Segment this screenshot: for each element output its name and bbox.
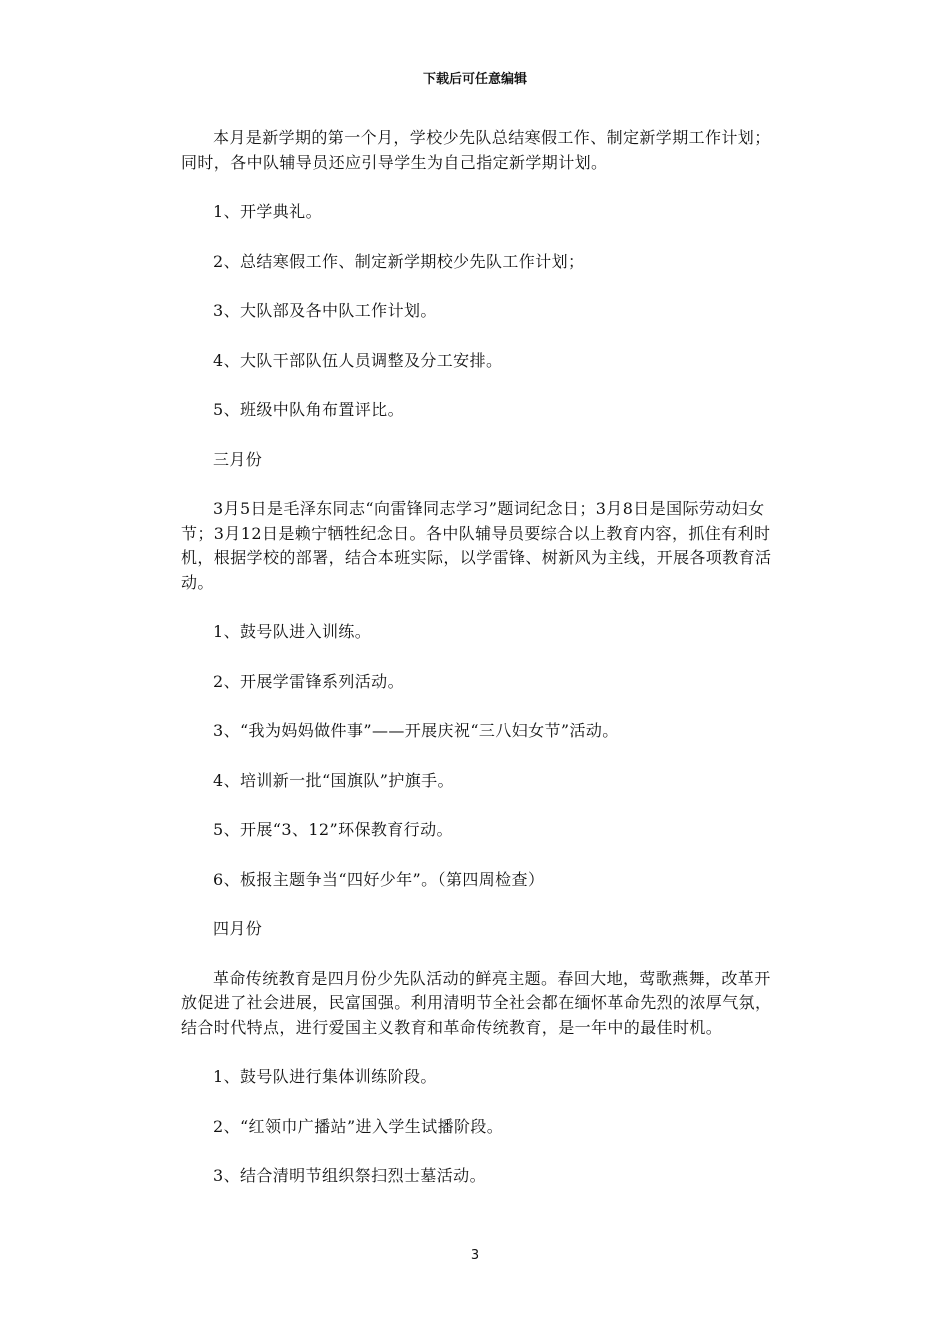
list-item: 4、大队干部队伍人员调整及分工安排。 (213, 350, 503, 370)
list-item: 1、鼓号队进行集体训练阶段。 (213, 1067, 437, 1086)
list-item: 1、鼓号队进入训练。 (213, 622, 372, 641)
section-heading-march: 三月份 (213, 449, 263, 469)
list-item: 3、结合清明节组织祭扫烈士墓活动。 (213, 1166, 486, 1185)
section-heading-april: 四月份 (213, 919, 263, 938)
list-item: 4、培训新一批“国旗队”护旗手。 (213, 770, 454, 790)
paragraph-april: 革命传统教育是四月份少先队活动的鲜亮主题。春回大地，莺歌燕舞，改革开放促进了社会进展，民富国强。利用清明节全社会都在缅怀革命先烈的浓厚气氛，结合时代特点，进行爱国主义教育和革命传统教育，是一年中的最佳时机。 (181, 968, 772, 1037)
list-item: 1、开学典礼。 (213, 202, 322, 221)
list-item: 2、总结寒假工作、制定新学期校少先队工作计划； (213, 251, 585, 271)
document-body (181, 126, 773, 1189)
list-item: 5、班级中队角布置评比。 (213, 400, 404, 419)
page-number: 3 (470, 1248, 480, 1263)
paragraph-march: 3月5日是毛泽东同志“向雷锋同志学习”题词纪念日；3月8日是国际劳动妇女节；3月12日是赖宁牺牲纪念日。各中队辅导员要综合以上教育内容，抓住有利时机，根据学校的部署，结合本班实际，以学雷锋、树新风为主线，开展各项教育活动。 (181, 499, 772, 592)
list-item: 3、“我为妈妈做件事”——开展庆祝“三八妇女节”活动。 (213, 721, 619, 740)
list-item: 6、板报主题争当“四好少年”。（第四周检查） (213, 869, 545, 889)
header-note: 下载后可任意编辑 (422, 72, 527, 87)
list-item: 2、“红领巾广播站”进入学生试播阶段。 (213, 1116, 504, 1136)
paragraph-intro: 本月是新学期的第一个月，学校少先队总结寒假工作、制定新学期工作计划；同时，各中队辅导员还应引导学生为自己指定新学期计划。 (181, 128, 771, 172)
list-item: 5、开展“3、12”环保教育行动。 (213, 820, 453, 839)
list-item: 3、大队部及各中队工作计划。 (213, 301, 437, 320)
list-item: 2、开展学雷锋系列活动。 (213, 671, 404, 691)
